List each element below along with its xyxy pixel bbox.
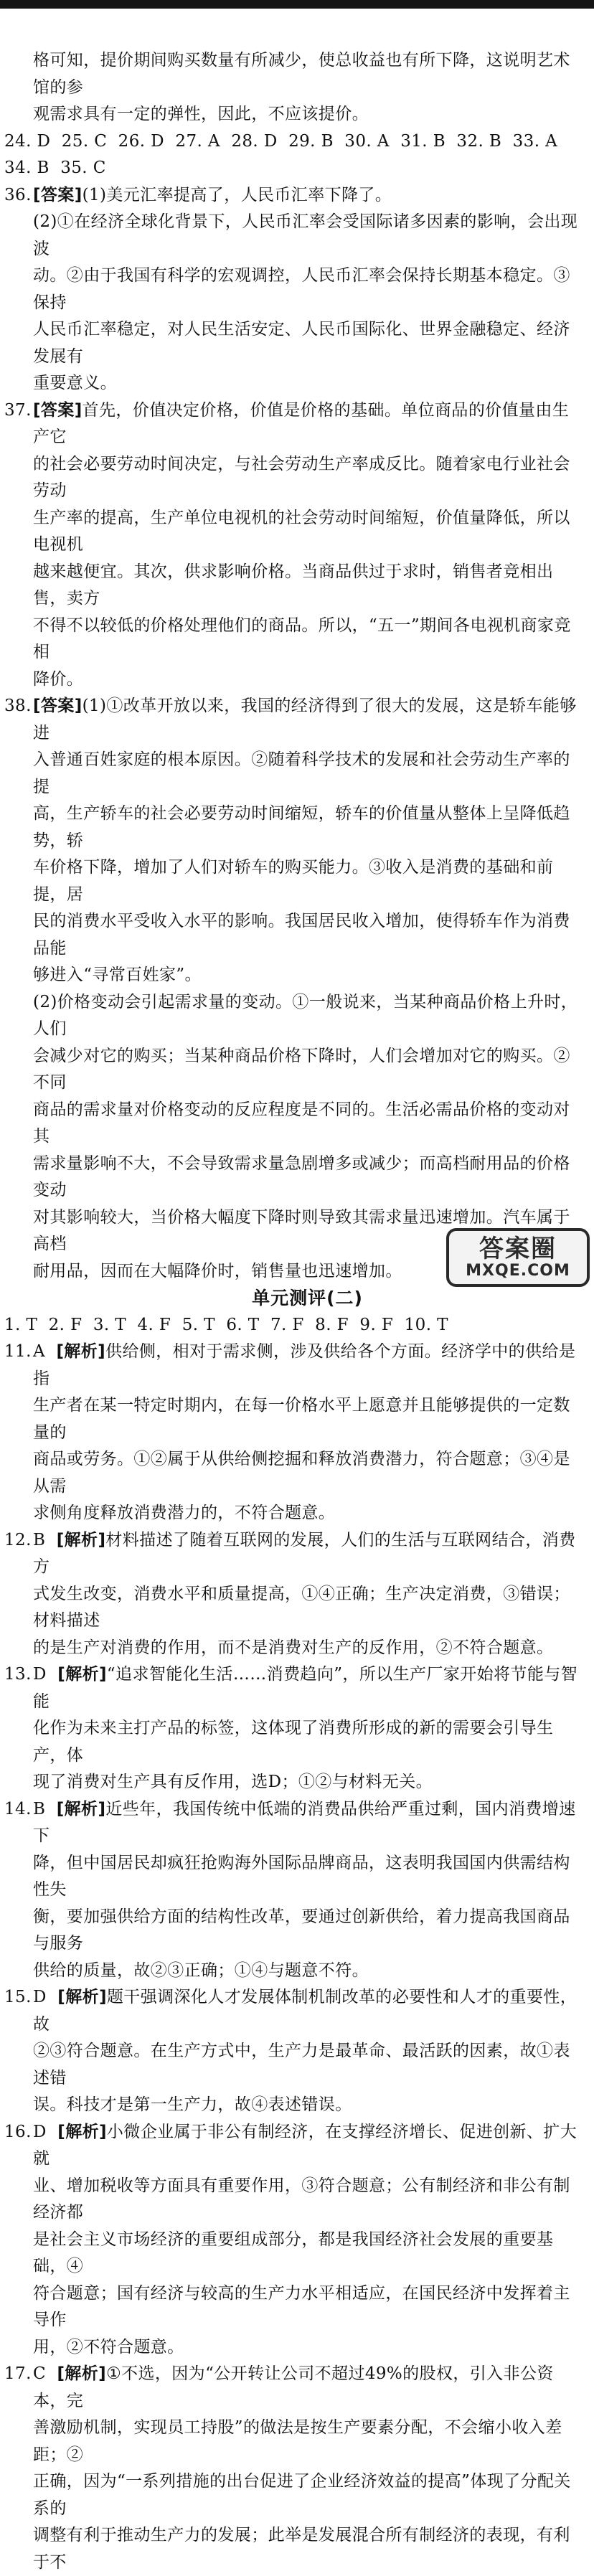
text-line: (2)价格变动会引起需求量的变动。①一般说来，当某种商品价格上升时，人们 — [33, 992, 578, 1038]
question-number: 17. — [4, 2364, 32, 2383]
analysis-tag: [解析] — [57, 2364, 107, 2383]
question-number: 37. — [4, 400, 32, 420]
text-line: 用，②不符合题意。 — [33, 2337, 184, 2356]
intro-continuation — [4, 47, 582, 128]
text-line: 供给的质量，故②③正确；①④与题意不符。 — [33, 1961, 369, 1980]
text-line: 动。②由于我国有科学的宏观调控，人民币汇率会保持长期基本稳定。③保持 — [33, 266, 570, 312]
text-line: 的社会必要劳动时间决定，与社会劳动生产率成反比。随着家电行业社会劳动 — [33, 454, 570, 500]
answer-choice: D — [33, 1988, 47, 2006]
text-line: 格可知，提价期间购买数量有所减少，使总收益也有所下降，这说明艺术馆的参 — [33, 51, 570, 97]
text-line: 商品或劳务。①②属于从供给侧挖掘和释放消费潜力，符合题意；③④是从需 — [33, 1450, 570, 1496]
text-line: [答案](1)美元汇率提高了，人民币汇率下降了。 — [33, 185, 392, 204]
text-line: 不得不以较低的价格处理他们的商品。所以，“五一”期间各电视机商家竞相 — [33, 615, 571, 661]
question-number: 13. — [4, 1665, 32, 1684]
question-number: 11. — [4, 1342, 32, 1361]
analysis-tag: [解析] — [57, 1988, 107, 2006]
question-38 — [4, 693, 582, 1285]
text-line: 式发生改变，消费水平和质量提高，①④正确；生产决定消费，③错误；材料描述 — [33, 1584, 570, 1630]
analysis-tag: [解析] — [57, 2122, 107, 2141]
text-line: C [解析]①不选，因为“公开转让公司不超过49%的股权，引入非公资本，完 — [33, 2364, 554, 2410]
answers-1-10: 1. T 2. F 3. T 4. F 5. T 6. T 7. F 8. F 9. F 10. T — [4, 1315, 448, 1334]
text-line: 会减少对它的购买；当某种商品价格下降时，人们会增加对它的购买。②不同 — [33, 1046, 570, 1092]
answer-choice: C — [33, 2364, 46, 2383]
answer-line: 34. B 35. C — [4, 159, 106, 177]
text-line: 入普通百姓家庭的根本原因。②随着科学技术的发展和社会劳动生产率的提 — [33, 750, 570, 796]
text-line: 误。科技才是第一生产力，故④表述错误。 — [33, 2095, 352, 2114]
answer-page — [4, 47, 582, 2576]
question-number: 38. — [4, 697, 32, 715]
analysis-tag: [解析] — [57, 1665, 107, 1684]
watermark-title: 答案圈 — [479, 1235, 557, 1263]
text-line: 商品的需求量对价格变动的反应程度是不同的。生活必需品价格的变动对其 — [33, 1100, 570, 1146]
question-number: 16. — [4, 2122, 32, 2141]
text-line: D [解析]小微企业属于非公有制经济，在支撑经济增长、促进创新、扩大就 — [33, 2122, 578, 2168]
question-15 — [4, 1984, 582, 2119]
text-line: 观需求具有一定的弹性，因此，不应该提价。 — [33, 105, 369, 123]
text-line: 民的消费水平受收入水平的影响。我国居民收入增加，使得轿车作为消费品能 — [33, 912, 570, 958]
text-line: 的是生产对消费的作用，而不是消费对生产的反作用，②不符合题意。 — [33, 1638, 554, 1657]
analysis-tag: [解析] — [56, 1530, 106, 1549]
text-line: 需求量影响不大，不会导致需求量急剧增多或减少；而高档耐用品的价格变动 — [33, 1153, 570, 1199]
analysis-tag: [解析] — [56, 1342, 106, 1361]
analysis-tag: [解析] — [56, 1799, 106, 1818]
answer-choice: A — [33, 1342, 46, 1361]
question-36 — [4, 182, 582, 397]
text-line: ②③符合题意。在生产方式中，生产力是最革命、最活跃的因素，故①表述错 — [33, 2042, 570, 2087]
text-line: 越来越便宜。其次，供求影响价格。当商品供过于求时，销售者竞相出售，卖方 — [33, 562, 554, 608]
question-13 — [4, 1661, 582, 1796]
text-line: (2)①在经济全球化背景下，人民币汇率会受国际诸多因素的影响，会出现波 — [33, 212, 578, 258]
question-number: 15. — [4, 1988, 32, 2006]
section-title: 单元测评(二) — [252, 1288, 363, 1308]
text-line: 降价。 — [33, 669, 84, 689]
answers-24-35 — [4, 128, 582, 182]
watermark-url: MXQE.COM — [466, 1262, 570, 1280]
answer-tag: [答案] — [33, 400, 82, 420]
text-line: D [解析]题干强调深化人才发展体制机制改革的必要性和人才的重要性，故 — [33, 1988, 578, 2034]
question-16 — [4, 2119, 582, 2362]
text-line: 车价格下降，增加了人们对轿车的购买能力。③收入是消费的基础和前提，居 — [33, 858, 554, 904]
question-37 — [4, 397, 582, 694]
text-line: D [解析]“追求智能化生活……消费趋向”，所以生产厂家开始将节能与智能 — [33, 1665, 578, 1711]
text-line: [答案]首先，价值决定价格，价值是价格的基础。单位商品的价值量由生产它 — [33, 400, 570, 446]
answer-choice: D — [33, 2122, 47, 2141]
text-line: A [解析]供给侧，相对于需求侧，涉及供给各个方面。经济学中的供给是指 — [33, 1342, 576, 1388]
question-17 — [4, 2361, 582, 2576]
question-14 — [4, 1796, 582, 1985]
scan-top-border — [0, 0, 594, 9]
answer-choice: D — [33, 1665, 47, 1684]
question-11 — [4, 1339, 582, 1527]
text-line: 业、增加税收等方面具有重要作用，③符合题意；公有制经济和非公有制经济都 — [33, 2176, 570, 2222]
answer-choice: B — [33, 1799, 46, 1818]
text-line: 是社会主义市场经济的重要组成部分，都是我国经济社会发展的重要基础，④ — [33, 2230, 554, 2275]
question-number: 12. — [4, 1530, 32, 1549]
text-line: B [解析]材料描述了随着互联网的发展，人们的生活与互联网结合，消费方 — [33, 1530, 576, 1576]
site-watermark-logo — [446, 1228, 590, 1287]
text-line: 正确，因为“一系列措施的出台促进了企业经济效益的提高”体现了分配关系的 — [33, 2472, 571, 2518]
question-12 — [4, 1527, 582, 1662]
text-line: 善激励机制，实现员工持股”的做法是按生产要素分配，不会缩小收入差距；② — [33, 2418, 562, 2464]
text-line: [答案](1)①改革开放以来，我国的经济得到了很大的发展，这是轿车能够进 — [33, 697, 577, 742]
text-line: 化作为未来主打产品的标签，这体现了消费所形成的新的需要会引导生产，体 — [33, 1719, 554, 1765]
answer-tag: [答案] — [33, 185, 82, 204]
answer-tag: [答案] — [33, 697, 82, 715]
question-number: 14. — [4, 1799, 32, 1818]
question-number: 36. — [4, 185, 32, 204]
text-line: 求侧角度释放消费潜力的，不符合题意。 — [33, 1504, 336, 1522]
text-line: 调整有利于推动生产力的发展；此举是发展混合所有制经济的表现，有利于不 — [33, 2526, 570, 2572]
text-line: 高，生产轿车的社会必要劳动时间缩短，轿车的价值量从整体上呈降低趋势，轿 — [33, 804, 570, 850]
answer-choice: B — [33, 1530, 46, 1549]
text-line: 对其影响较大，当价格大幅度下降时则导致其需求量迅速增加。汽车属于高档 — [33, 1207, 570, 1253]
text-line: 够进入“寻常百姓家”。 — [33, 966, 202, 984]
text-line: 耐用品，因而在大幅降价时，销售量也迅速增加。 — [33, 1261, 402, 1280]
text-line: 符合题意；国有经济与较高的生产力水平相适应，在国民经济中发挥着主导作 — [33, 2283, 570, 2329]
text-line: 衡，要加强供给方面的结构性改革，要通过创新供给，着力提高我国商品与服务 — [33, 1907, 570, 1953]
text-line: 生产率的提高，生产单位电视机的社会劳动时间缩短，价值量降低，所以电视机 — [33, 508, 570, 554]
answer-line: 24. D 25. C 26. D 27. A 28. D 29. B 30. A 31. B 32. B 33. A — [4, 131, 558, 151]
text-line: 人民币汇率稳定，对人民生活安定、人民币国际化、世界金融稳定、经济发展有 — [33, 320, 570, 366]
text-line: 现了消费对生产具有反作用，选D；①②与材料无关。 — [33, 1773, 433, 1791]
text-line: 降，但中国居民却疯狂抢购海外国际品牌商品，这表明我国国内供需结构性失 — [33, 1853, 570, 1899]
text-line: 生产者在某一特定时期内，在每一价格水平上愿意并且能够提供的一定数量的 — [33, 1396, 570, 1442]
text-line: B [解析]近些年，我国传统中低端的消费品供给严重过剩，国内消费增速下 — [33, 1799, 576, 1845]
text-line: 重要意义。 — [33, 374, 117, 392]
